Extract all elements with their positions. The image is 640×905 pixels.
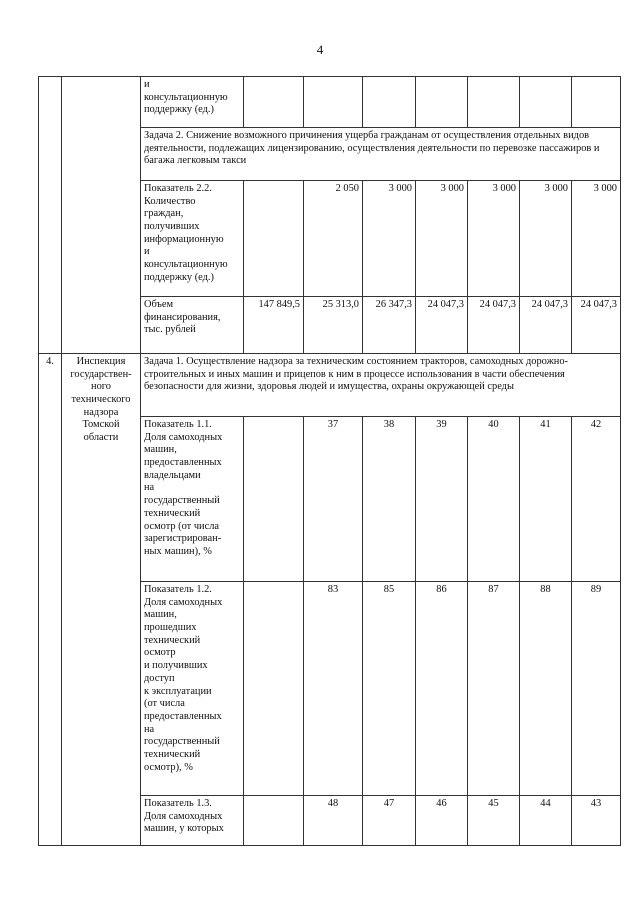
value-cell: 46 — [416, 796, 468, 846]
label-line: машин, — [144, 444, 177, 456]
value-cell: 26 347,3 — [363, 297, 416, 354]
org-line: надзора — [83, 406, 119, 418]
label-line: государственный — [144, 495, 220, 507]
label-line: технический — [144, 634, 201, 646]
value-cell — [363, 77, 416, 128]
value-cell — [244, 181, 304, 297]
value-cell — [416, 77, 468, 128]
label-line: Показатель 1.3. — [144, 798, 212, 809]
value-cell: 3 000 — [572, 181, 621, 297]
value-cell: 25 313,0 — [304, 297, 363, 354]
label-line: осмотр (от числа — [144, 520, 220, 532]
indicators-table — [38, 76, 621, 846]
label-line: поддержку (ед.) — [144, 271, 214, 283]
org-line: государствен- — [70, 368, 132, 380]
value-cell — [468, 77, 520, 128]
label-line: осмотр — [144, 647, 176, 659]
label-line: получивших — [144, 221, 200, 233]
value-cell — [572, 77, 621, 128]
value-cell — [520, 77, 572, 128]
org-line: Томской — [82, 419, 120, 431]
value-cell — [244, 417, 304, 582]
value-cell — [304, 77, 363, 128]
value-cell — [244, 582, 304, 796]
value-cell: 43 — [572, 796, 621, 846]
label-line: Доля самоходных — [144, 596, 223, 608]
indicator-label-cell — [141, 796, 244, 846]
value-cell: 40 — [468, 417, 520, 582]
value-cell: 83 — [304, 582, 363, 796]
label-line: Доля самоходных — [144, 810, 223, 822]
value-cell: 41 — [520, 417, 572, 582]
financing-label-cell — [141, 297, 244, 354]
value-cell: 3 000 — [520, 181, 572, 297]
value-cell: 85 — [363, 582, 416, 796]
label-line: на — [144, 482, 155, 494]
task-2-text: Задача 2. Снижение возможного причинения ущерба гражданам от осуществления отдельных видов деятельности, подлежащих лицензированию, осуществления деятельности по перевозке пассажиров и багажа легковым такси — [141, 128, 621, 181]
value-cell: 3 000 — [468, 181, 520, 297]
value-cell: 37 — [304, 417, 363, 582]
label-line: граждан, — [144, 208, 184, 220]
value-cell: 3 000 — [363, 181, 416, 297]
label-line: Показатель 1.2. — [144, 584, 212, 595]
label-line: тыс. рублей — [144, 324, 196, 336]
indicator-label-cell — [141, 582, 244, 796]
indicator-label-cell — [141, 77, 244, 128]
value-cell: 24 047,3 — [468, 297, 520, 354]
section-number: 4. — [39, 354, 62, 846]
label-line: технический — [144, 748, 201, 760]
label-line: зарегистрирован- — [144, 533, 222, 545]
org-line: области — [83, 432, 119, 444]
value-cell: 89 — [572, 582, 621, 796]
label-line: (от числа — [144, 698, 185, 710]
value-cell: 44 — [520, 796, 572, 846]
value-cell: 45 — [468, 796, 520, 846]
value-cell: 39 — [416, 417, 468, 582]
table-row-continuation — [39, 77, 621, 128]
value-cell: 147 849,5 — [244, 297, 304, 354]
label-line: Доля самоходных — [144, 431, 223, 443]
org-line: Инспекция — [76, 356, 126, 367]
value-cell: 24 047,3 — [572, 297, 621, 354]
label-line: Показатель 2.2. — [144, 183, 212, 194]
label-line: предоставленных — [144, 457, 222, 469]
table-row-section-4-task-1 — [39, 354, 621, 417]
value-cell: 42 — [572, 417, 621, 582]
label-line: к эксплуатации — [144, 685, 212, 697]
label-line: технический — [144, 507, 201, 519]
value-cell — [244, 796, 304, 846]
label-line: предоставленных — [144, 710, 222, 722]
value-cell: 38 — [363, 417, 416, 582]
indicator-label-cell — [141, 181, 244, 297]
indicator-label-cell — [141, 417, 244, 582]
label-line: и — [144, 79, 150, 90]
label-line: доступ — [144, 672, 175, 684]
label-line: Показатель 1.1. — [144, 419, 212, 430]
label-line: государственный — [144, 736, 220, 748]
label-line: машин, у которых — [144, 823, 224, 835]
num-cell-empty — [39, 77, 62, 354]
label-line: осмотр), % — [144, 761, 193, 773]
label-line: Объем — [144, 299, 174, 310]
value-cell: 24 047,3 — [520, 297, 572, 354]
label-line: консультационную — [144, 259, 228, 271]
value-cell: 86 — [416, 582, 468, 796]
value-cell: 87 — [468, 582, 520, 796]
org-cell-empty — [62, 77, 141, 354]
label-line: Количество — [144, 195, 196, 207]
label-line: поддержку (ед.) — [144, 104, 214, 116]
label-line: и получивших — [144, 660, 208, 672]
task-1-text: Задача 1. Осуществление надзора за техническим состоянием тракторов, самоходных дорожно-строительных и иных машин и прицепов к ним в процессе использования в части обеспечения безопасности для жизни, здоровья людей и имущества, охраны окружающей среды — [141, 354, 621, 417]
label-line: прошедших — [144, 622, 197, 634]
label-line: владельцами — [144, 469, 201, 481]
value-cell: 24 047,3 — [416, 297, 468, 354]
label-line: и — [144, 246, 150, 258]
label-line: машин, — [144, 609, 177, 621]
label-line: информационную — [144, 233, 224, 245]
label-line: финансирования, — [144, 311, 221, 323]
value-cell: 47 — [363, 796, 416, 846]
page-number: 4 — [316, 42, 324, 57]
value-cell — [244, 77, 304, 128]
org-line: технического — [71, 394, 131, 406]
value-cell: 48 — [304, 796, 363, 846]
value-cell: 88 — [520, 582, 572, 796]
label-line: на — [144, 723, 155, 735]
value-cell: 2 050 — [304, 181, 363, 297]
organization-name-cell — [62, 354, 141, 846]
label-line: консультационную — [144, 91, 228, 103]
org-line: ного — [91, 381, 111, 393]
label-line: ных машин), % — [144, 545, 212, 557]
value-cell: 3 000 — [416, 181, 468, 297]
